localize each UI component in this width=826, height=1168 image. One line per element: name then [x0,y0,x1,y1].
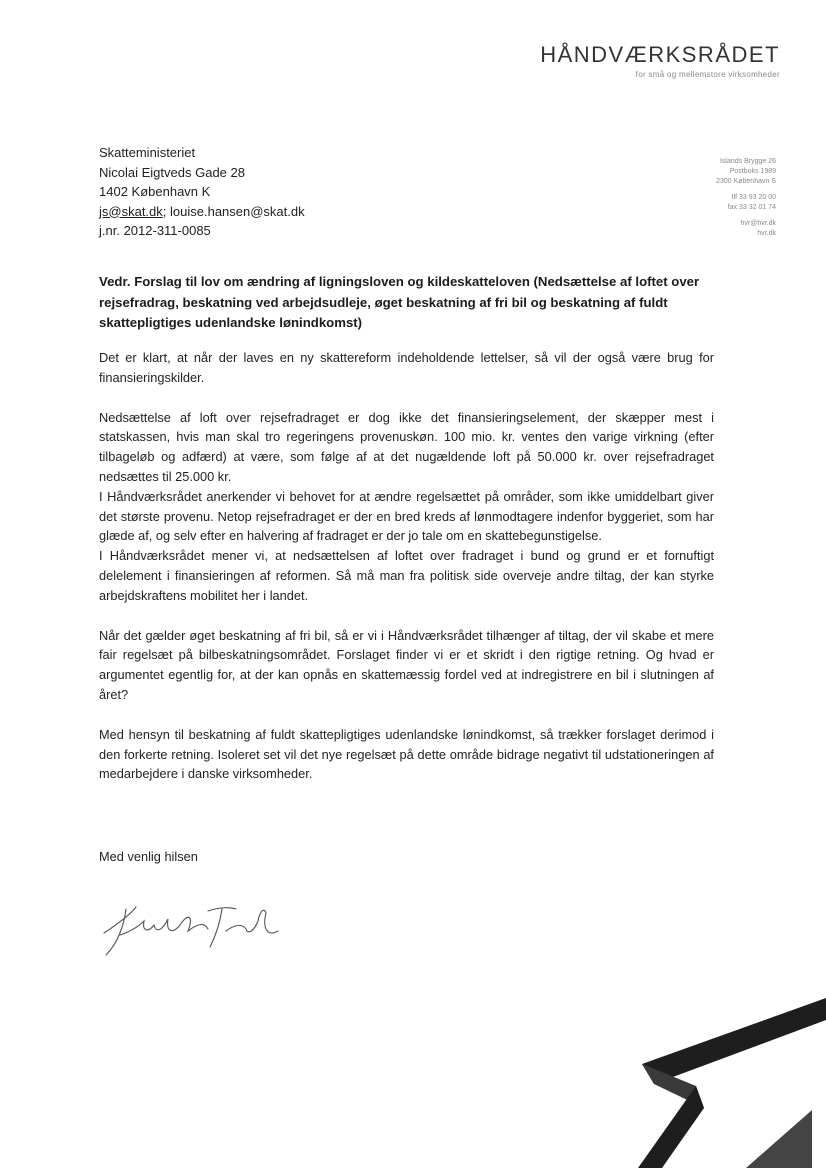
recipient-email-secondary: ; louise.hansen@skat.dk [162,203,305,219]
body-paragraph: Det er klart, at når der laves en ny skattereform indeholdende lettelser, så vil der også være brug for finansieringskilder. [99,350,714,385]
recipient-name: Skatteministeriet [99,145,196,160]
ribbon-graphic [626,998,826,1168]
handwritten-signature [96,895,296,965]
recipient-address [99,143,305,241]
body-paragraph: Nedsættelse af loft over rejsefradraget er dog ikke det finansieringselement, der skæpper mest i statskassen, hvis man skal tro regeringens provenuskøn. 100 mio. kr. ventes den varige virkning (efter tilbageløb og adfærd) at være, som følge af at det nugældende loft på 50.000 kr. over rejsefradraget nedsættes til 25.000 kr. [99,409,714,484]
letter-subject: Vedr. Forslag til lov om ændring af ligningsloven og kildeskatteloven (Nedsættelse af loftet over rejsefradrag, beskatning ved arbejdsudleje, øget beskatning af fri bil og beskatning af fuldt skattepligtiges udenlandske lønindkomst) [99,274,700,330]
address-line: 2300 København S [716,178,776,185]
fax-number: fax 33 32 01 74 [727,204,776,211]
letterhead-logo [540,42,780,79]
contact-email: hvr@hvr.dk [740,220,776,227]
body-paragraph: I Håndværksrådet anerkender vi behovet for at ændre regelsættet på områder, som ikke umiddelbart giver det største provenu. Netop rejsefradraget er der en bred kreds af lønmodtagere indenfor byggeriet, som har glæde af, og selv efter en halvering af fradraget er der jo tale om en skattebegunstigelse. [99,488,714,544]
body-paragraph: Når det gælder øget beskatning af fri bil, så er vi i Håndværksrådet tilhænger af tiltag, der vil skabe et mere fair regelsæt på bilbeskatningsområdet. Forslaget finder vi er et skridt i den rigtige retning. Og hvad er argumentet egentlig for, at der kan opnås en skattemæssig fordel ved at indregistrere en bil i slutningen af året? [99,627,714,702]
phone-number: tlf 33 93 20 00 [731,194,776,201]
contact-web: hvr.dk [757,230,776,237]
recipient-email-link[interactable]: js@skat.dk [99,203,163,219]
org-name: HÅNDVÆRKSRÅDET [540,42,780,67]
body-paragraph: I Håndværksrådet mener vi, at nedsættelsen af loftet over fradraget i bund og grund er et fornuftigt delelement i finansieringen af reformen. Så må man fra politisk side overveje andre tiltag, der kan styrke arbejdskraftens mobilitet her i landet. [99,548,714,603]
closing-salutation: Med venlig hilsen [99,849,198,864]
address-line: Islands Brygge 26 [719,158,776,165]
recipient-city: 1402 København K [99,184,211,199]
letter-body [99,348,714,804]
org-tagline: for små og mellemstore virksomheder [635,70,780,79]
body-paragraph: Med hensyn til beskatning af fuldt skattepligtiges udenlandske lønindkomst, så trækker forslaget derimod i den forkerte retning. Isoleret set vil det nye regelsæt på dette område bidrage negativt til udstationeringen af medarbejdere i danske virksomheder. [99,726,714,782]
contact-block [716,157,776,239]
recipient-street: Nicolai Eigtveds Gade 28 [99,164,245,180]
address-line: Postboks 1989 [729,168,776,175]
recipient-emails [99,202,305,222]
journal-number: j.nr. 2012-311-0085 [99,223,211,238]
